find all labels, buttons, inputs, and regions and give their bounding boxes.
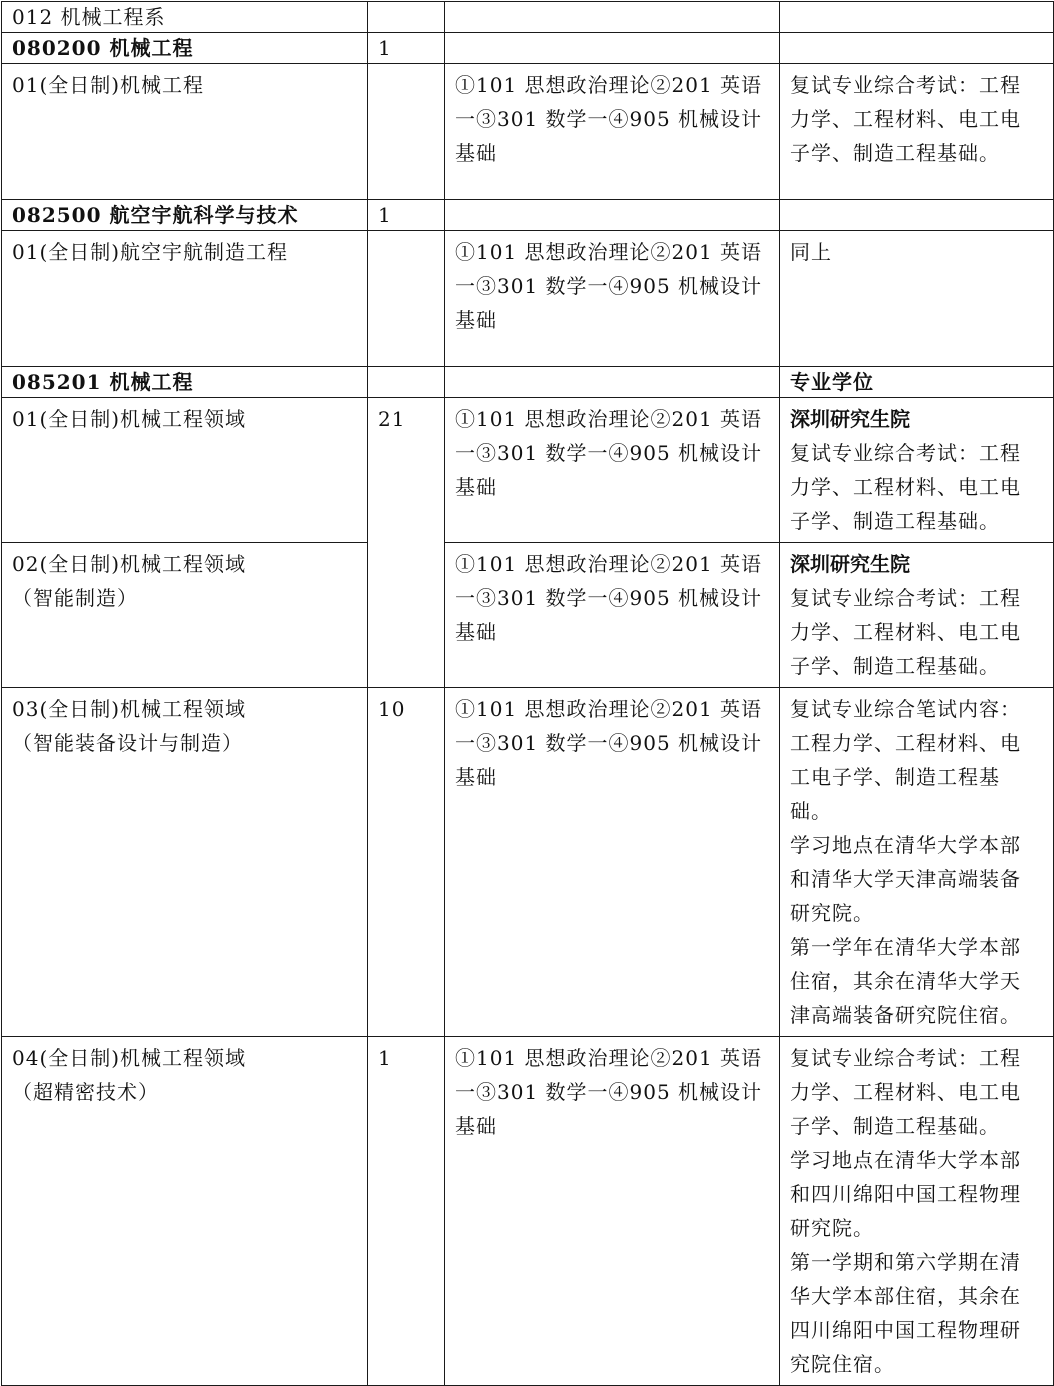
exam-subjects: ①101 思想政治理论②201 英语 一③301 数学一④905 机械设计 基础 xyxy=(445,688,780,1037)
direction-name: 01(全日制)机械工程领域 xyxy=(2,398,368,543)
remarks: 同上 xyxy=(780,231,1054,367)
exam-subjects: ①101 思想政治理论②201 英语 一③301 数学一④905 机械设计 基础 xyxy=(445,543,780,688)
major-quota: 1 xyxy=(368,33,445,64)
major-row xyxy=(2,367,1054,398)
direction-name: 03(全日制)机械工程领域 （智能装备设计与制造） xyxy=(2,688,368,1037)
direction-row xyxy=(2,64,1054,200)
major-code: 080200 机械工程 xyxy=(2,33,368,64)
major-row xyxy=(2,33,1054,64)
exam-subjects: ①101 思想政治理论②201 英语 一③301 数学一④905 机械设计 基础 xyxy=(445,1037,780,1386)
campus-label: 深圳研究生院 xyxy=(790,552,910,576)
remarks: 深圳研究生院 复试专业综合考试：工程 力学、工程材料、电工电 子学、制造工程基础。 xyxy=(780,543,1054,688)
direction-quota: 10 xyxy=(368,688,445,1037)
direction-name: 04(全日制)机械工程领域 （超精密技术） xyxy=(2,1037,368,1386)
remarks: 复试专业综合考试：工程 力学、工程材料、电工电 子学、制造工程基础。 学习地点在清华大学本部 和四川绵阳中国工程物理 研究院。 第一学期和第六学期在清 华大学本部住宿，其余在 四川绵阳中国工程物理研 究院住宿。 xyxy=(780,1037,1054,1386)
direction-row xyxy=(2,398,1054,543)
shared-quota: 21 xyxy=(368,398,445,688)
direction-name: 02(全日制)机械工程领域 （智能制造） xyxy=(2,543,368,688)
degree-type-note: 专业学位 xyxy=(780,367,1054,398)
direction-name: 01(全日制)机械工程 xyxy=(2,64,368,200)
department-row xyxy=(2,2,1054,33)
direction-row xyxy=(2,543,1054,688)
empty-cell xyxy=(445,2,780,33)
empty-cell xyxy=(780,200,1054,231)
exam-subjects: ①101 思想政治理论②201 英语 一③301 数学一④905 机械设计 基础 xyxy=(445,231,780,367)
empty-cell xyxy=(368,231,445,367)
empty-cell xyxy=(780,2,1054,33)
department-title: 012 机械工程系 xyxy=(2,2,368,33)
admissions-table xyxy=(1,1,1054,1386)
exam-subjects: ①101 思想政治理论②201 英语 一③301 数学一④905 机械设计 基础 xyxy=(445,64,780,200)
empty-cell xyxy=(445,367,780,398)
direction-quota: 1 xyxy=(368,1037,445,1386)
empty-cell xyxy=(780,33,1054,64)
remarks: 复试专业综合笔试内容： 工程力学、工程材料、电 工电子学、制造工程基础。 学习地点在清华大学本部 和清华大学天津高端装备 研究院。 第一学年在清华大学本部 住宿，其余在清华大学天 津高端装备研究院住宿。 xyxy=(780,688,1054,1037)
major-quota: 1 xyxy=(368,200,445,231)
major-code: 082500 航空宇航科学与技术 xyxy=(2,200,368,231)
remarks: 深圳研究生院 复试专业综合考试：工程 力学、工程材料、电工电 子学、制造工程基础。 xyxy=(780,398,1054,543)
direction-row xyxy=(2,231,1054,367)
empty-cell xyxy=(368,367,445,398)
direction-row xyxy=(2,1037,1054,1386)
direction-row xyxy=(2,688,1054,1037)
empty-cell xyxy=(445,33,780,64)
empty-cell xyxy=(368,64,445,200)
remarks: 复试专业综合考试：工程 力学、工程材料、电工电 子学、制造工程基础。 xyxy=(780,64,1054,200)
empty-cell xyxy=(368,2,445,33)
direction-name: 01(全日制)航空宇航制造工程 xyxy=(2,231,368,367)
major-row xyxy=(2,200,1054,231)
campus-label: 深圳研究生院 xyxy=(790,407,910,431)
empty-cell xyxy=(445,200,780,231)
exam-subjects: ①101 思想政治理论②201 英语 一③301 数学一④905 机械设计 基础 xyxy=(445,398,780,543)
major-code: 085201 机械工程 xyxy=(2,367,368,398)
